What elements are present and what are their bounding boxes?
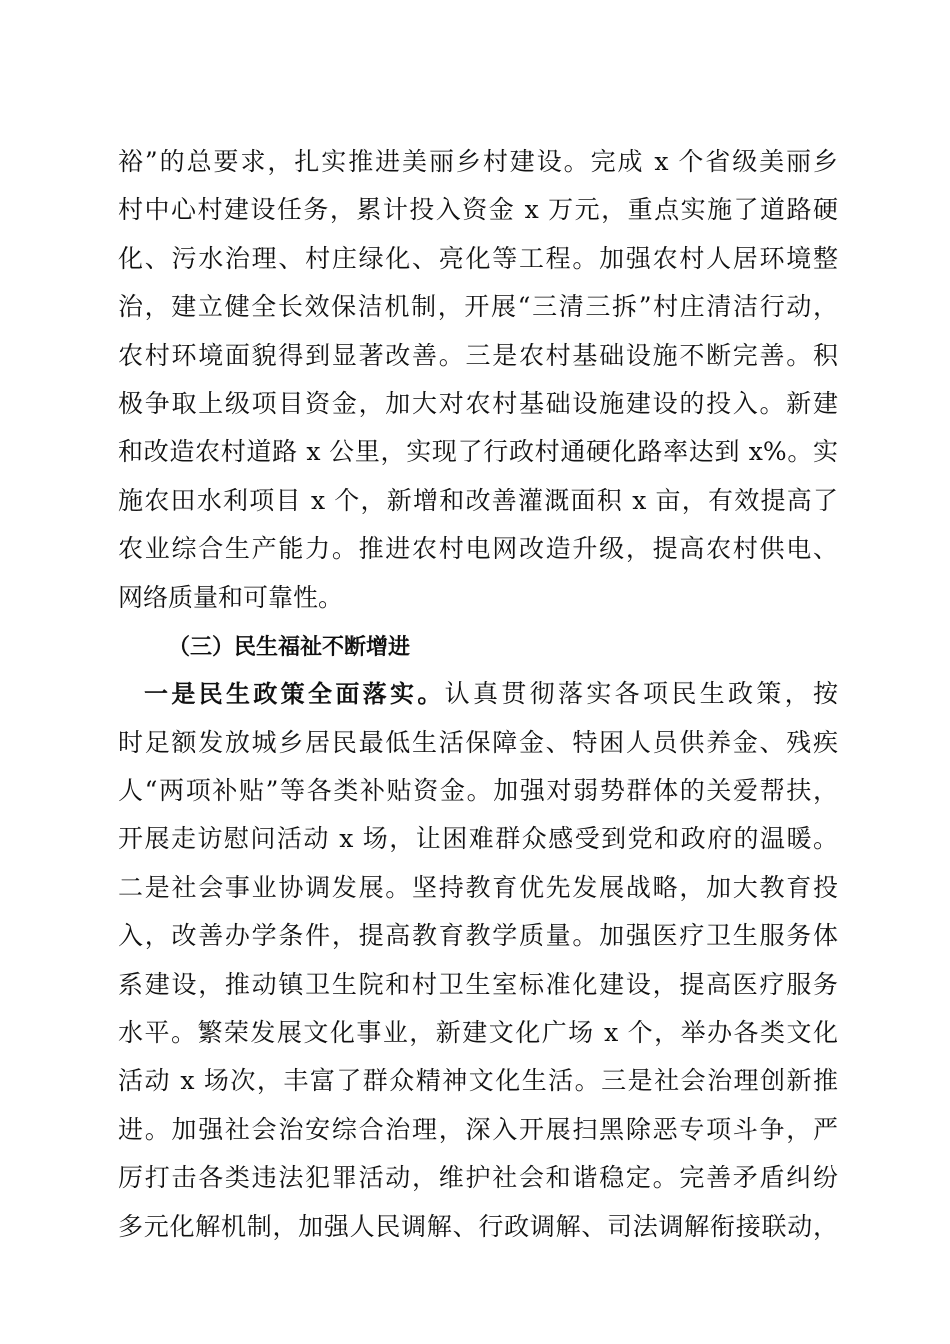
paragraph-line: 厉打击各类违法犯罪活动，维护社会和谐稳定。完善矛盾纠纷: [118, 1163, 838, 1193]
paragraph-first-line: [118, 670, 838, 718]
paragraph-line: 村中心村建设任务，累计投入资金 x 万元，重点实施了道路硬: [118, 195, 838, 225]
paragraph-line: 进。加强社会治安综合治理，深入开展扫黑除恶专项斗争，严: [118, 1114, 838, 1144]
paragraph-line: 施农田水利项目 x 个，新增和改善灌溉面积 x 亩，有效提高了: [118, 485, 838, 515]
paragraph-line: 农业综合生产能力。推进农村电网改造升级，提高农村供电、: [118, 534, 838, 564]
paragraph-line: 治，建立健全长效保洁机制，开展“三清三拆”村庄清洁行动，: [118, 292, 838, 322]
paragraph-line: 农村环境面貌得到显著改善。三是农村基础设施不断完善。积: [118, 340, 838, 370]
paragraph-line: 化、污水治理、村庄绿化、亮化等工程。加强农村人居环境整: [118, 243, 838, 273]
paragraph-line: 多元化解机制，加强人民调解、行政调解、司法调解衔接联动，: [118, 1211, 838, 1241]
paragraph-line: 活动 x 场次，丰富了群众精神文化生活。三是社会治理创新推: [118, 1066, 838, 1096]
paragraph-line: 入，改善办学条件，提高教育教学质量。加强医疗卫生服务体: [118, 921, 838, 951]
paragraph-line: 和改造农村道路 x 公里，实现了行政村通硬化路率达到 x%。实: [118, 437, 838, 467]
paragraph-lead: 一是民生政策全面落实。: [144, 680, 445, 709]
paragraph-line: 极争取上级项目资金，加大对农村基础设施建设的投入。新建: [118, 388, 838, 418]
paragraph-line: 网络质量和可靠性。: [118, 582, 344, 612]
paragraph-line: 时足额发放城乡居民最低生活保障金、特困人员供养金、残疾: [118, 727, 838, 757]
paragraph-line: 人“两项补贴”等各类补贴资金。加强对弱势群体的关爱帮扶，: [118, 776, 838, 806]
section-heading: （三）民生福祉不断增进: [168, 634, 411, 660]
document-body: [118, 138, 838, 1251]
section-heading-line: [118, 622, 838, 670]
paragraph-line: 二是社会事业协调发展。坚持教育优先发展战略，加大教育投: [118, 872, 838, 902]
paragraph-line: 系建设，推动镇卫生院和村卫生室标准化建设，提高医疗服务: [118, 969, 838, 999]
paragraph-first-rest: 认真贯彻落实各项民生政策，按: [444, 679, 838, 709]
paragraph-line: 水平。繁荣发展文化事业，新建文化广场 x 个，举办各类文化: [118, 1018, 838, 1048]
paragraph-line: 裕”的总要求，扎实推进美丽乡村建设。完成 x 个省级美丽乡: [118, 147, 838, 176]
paragraph-line: 开展走访慰问活动 x 场，让困难群众感受到党和政府的温暖。: [118, 824, 838, 854]
